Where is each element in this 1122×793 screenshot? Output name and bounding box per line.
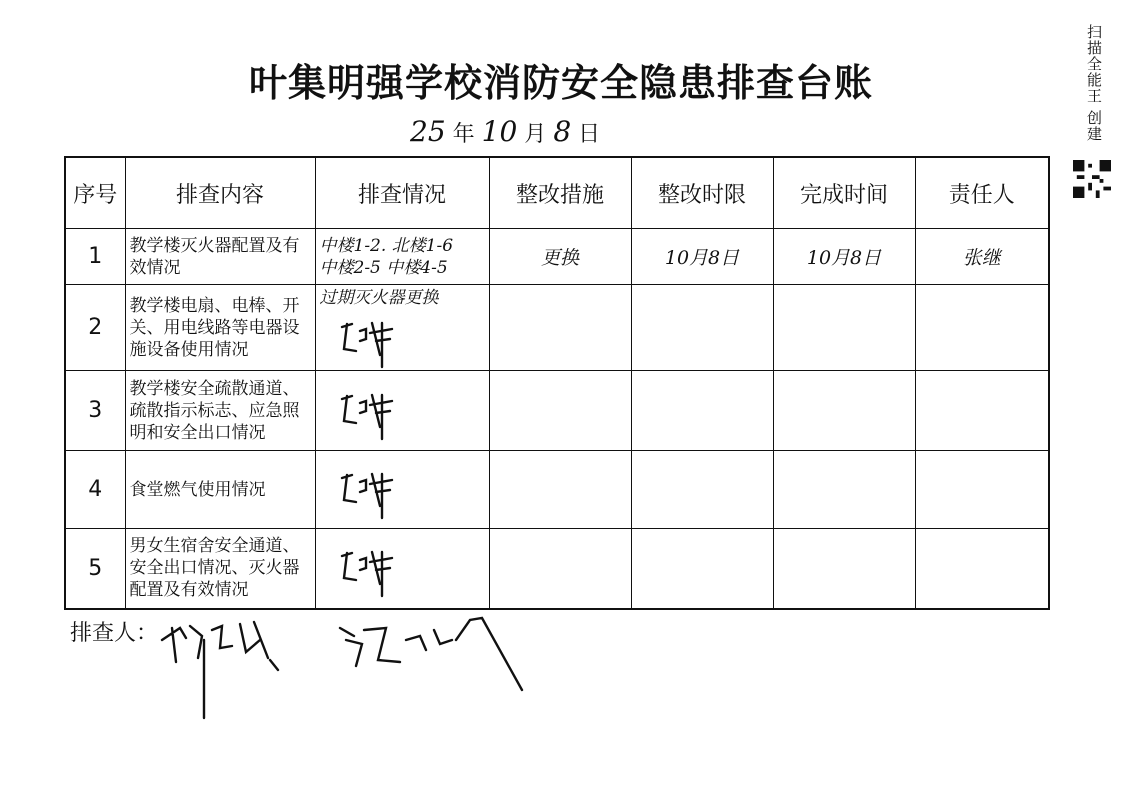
inspection-ledger-table — [64, 156, 1050, 610]
header-done-time: 完成时间 — [773, 157, 915, 229]
row-measure — [489, 529, 631, 609]
table-row — [65, 229, 1049, 285]
row-number: 4 — [65, 451, 125, 529]
row-content: 教学楼电扇、电棒、开关、用电线路等电器设施设备使用情况 — [125, 285, 315, 371]
row-deadline — [631, 371, 773, 451]
row-situation — [315, 371, 489, 451]
row-content: 食堂燃气使用情况 — [125, 451, 315, 529]
row-done-time: 10月8日 — [773, 229, 915, 285]
table-header-row — [65, 157, 1049, 229]
handwritten-line: 中楼1-2. 北楼1-6 — [319, 235, 454, 256]
date-day-unit: 日 — [578, 122, 601, 147]
table-row — [65, 529, 1049, 609]
qr-code-icon — [1073, 160, 1111, 198]
header-owner: 责任人 — [915, 157, 1049, 229]
date-month: 10 — [481, 115, 518, 148]
row-measure: 更换 — [489, 229, 631, 285]
row-number: 5 — [65, 529, 125, 609]
row-owner — [915, 371, 1049, 451]
handwritten-line: 中楼2-5 中楼4-5 — [319, 257, 448, 278]
row-deadline — [631, 451, 773, 529]
handwritten-signature — [332, 309, 422, 369]
row-content: 教学楼灭火器配置及有效情况 — [125, 229, 315, 285]
row-number: 2 — [65, 285, 125, 371]
row-owner — [915, 529, 1049, 609]
date-year-unit: 年 — [452, 122, 475, 147]
header-content: 排查内容 — [125, 157, 315, 229]
date-day: 8 — [553, 115, 572, 148]
row-owner — [915, 451, 1049, 529]
row-deadline: 10月8日 — [631, 229, 773, 285]
inspector-signatures — [150, 600, 530, 725]
table-row — [65, 371, 1049, 451]
table-row — [65, 285, 1049, 371]
row-done-time — [773, 371, 915, 451]
row-owner: 张继 — [915, 229, 1049, 285]
header-no: 序号 — [65, 157, 125, 229]
row-content — [125, 371, 315, 451]
handwritten-signature — [332, 538, 422, 598]
row-deadline — [631, 529, 773, 609]
row-done-time — [773, 451, 915, 529]
row-done-time — [773, 285, 915, 371]
row-measure — [489, 371, 631, 451]
date-month-unit: 月 — [524, 122, 547, 147]
header-measure: 整改措施 — [489, 157, 631, 229]
row-owner — [915, 285, 1049, 371]
row-number: 3 — [65, 371, 125, 451]
row-measure — [489, 451, 631, 529]
row-deadline — [631, 285, 773, 371]
date-year: 25 — [410, 115, 446, 148]
inspector-label: 排查人： — [70, 621, 159, 646]
row-content-text: 教学楼安全疏散通道、疏散指示标志、应急照明和安全出口情况 — [129, 378, 300, 443]
handwritten-signature — [332, 381, 422, 441]
row-content: 男女生宿舍安全通道、安全出口情况、灭火器配置及有效情况 — [125, 529, 315, 609]
row-done-time — [773, 529, 915, 609]
header-deadline: 整改时限 — [631, 157, 773, 229]
row-situation — [315, 529, 489, 609]
handwritten-line: 过期灭火器更换 — [319, 287, 439, 308]
document-title: 叶集明强学校消防安全隐患排查台账 — [248, 60, 873, 105]
row-situation — [315, 285, 489, 371]
scanner-watermark: 扫描全能王 创建 — [1085, 24, 1103, 142]
row-situation — [315, 229, 489, 285]
row-number: 1 — [65, 229, 125, 285]
header-situation: 排查情况 — [315, 157, 489, 229]
handwritten-signature — [332, 460, 422, 520]
row-situation — [315, 451, 489, 529]
table-row — [65, 451, 1049, 529]
date-line — [410, 115, 600, 155]
row-measure — [489, 285, 631, 371]
